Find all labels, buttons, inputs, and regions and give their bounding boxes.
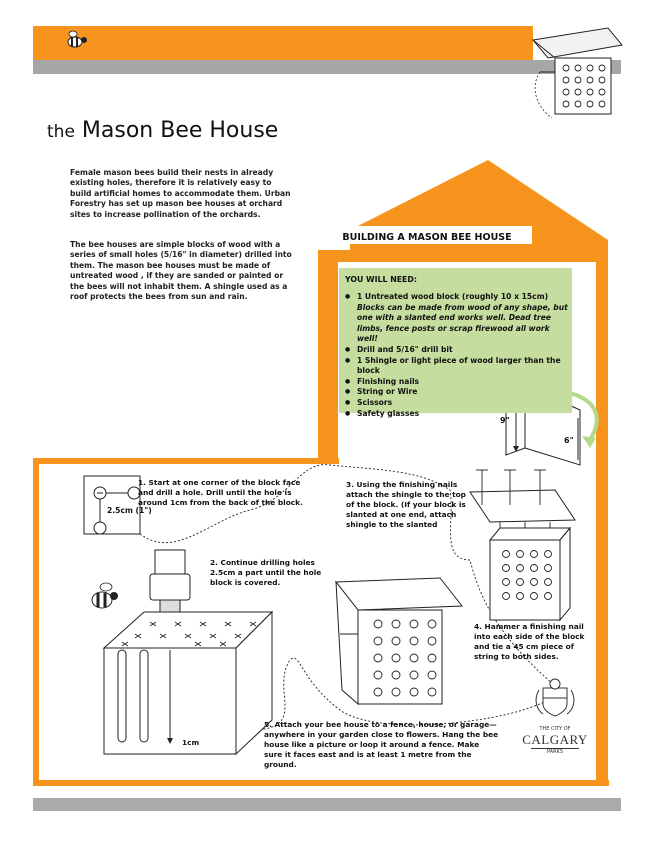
- calgary-logo-text: [515, 726, 595, 755]
- step-3-text: 3. Using the finishing nails attach the shingle to the top of the block. (If your block is slanted at one end, attach shingle to the slanted: [346, 480, 466, 529]
- materials-list: [345, 292, 573, 419]
- list-item: ● 1 Shingle or light piece of wood larger than the block: [345, 356, 573, 377]
- intro-paragraph-2: The bee houses are simple blocks of wood with a series of small holes (5/16" in diameter) drilled into them. The mason bee houses must be made of untreated wood , if they are sanded or painted or the bees will not inhabit them. A shingle used as a roof protects the bees from sun and rain.: [70, 240, 292, 302]
- drilled-block-illustration: [104, 612, 272, 754]
- list-item: ● 1 Untreated wood block (roughly 10 x 15cm) Blocks can be made from wood of any shape, but one with a slanted end works well. Dead tree limbs, fence posts or scrap firewood all work well!: [345, 292, 573, 345]
- step-4-text: 4. Hammer a finishing nail into each side of the block and tie a 45 cm piece of string to both sides.: [474, 622, 585, 661]
- logo-line-2: CALGARY: [522, 732, 588, 747]
- materials-heading: YOU WILL NEED:: [345, 275, 417, 284]
- step-2-text: 2. Continue drilling holes 2.5cm a part until the hole block is covered.: [210, 558, 322, 587]
- list-item: ● String or Wire: [345, 387, 573, 398]
- block-height-label: 9": [500, 416, 510, 425]
- logo-line-1: THE CITY OF: [539, 726, 571, 732]
- block-depth-label: 6": [564, 436, 574, 445]
- footer-grey-bar: [33, 798, 621, 811]
- list-item: ● Drill and 5/16" drill bit: [345, 345, 573, 356]
- list-item: ● Finishing nails: [345, 377, 573, 388]
- header-orange-bar: [33, 26, 533, 60]
- logo-line-3: PARKS: [531, 748, 579, 755]
- materials-note: Blocks can be made from wood of any shape, but one with a slanted end works well. Dead tree limbs, fence posts or scrap firewood all work well!: [357, 302, 568, 344]
- drill-layout-diagram: [84, 476, 140, 534]
- intro-paragraph-1: Female mason bees build their nests in already existing holes, therefore it is relatively easy to build artificial homes to accommodate them. Urban Forestry has set up mason bee houses at orchard sites to increase pollination of the orchards.: [70, 168, 291, 219]
- step-1-text: 1. Start at one corner of the block face and drill a hole. Drill until the hole is around 1cm from the back of the block.: [138, 478, 303, 507]
- title-main: Mason Bee House: [81, 118, 279, 143]
- list-item: ● Scissors: [345, 398, 573, 409]
- list-item: ● Safety glasses: [345, 409, 573, 420]
- building-heading: BUILDING A MASON BEE HOUSE: [342, 232, 512, 243]
- page-title: [47, 118, 278, 143]
- hole-spacing-label: 2.5cm (1"): [107, 506, 152, 515]
- step-5-text: 5. Attach your bee house to a fence, house, or garage—anywhere in your garden close to flowers. Hang the bee house like a picture or loop it around a fence. Make sure it faces east and is at least 1 metre from the ground.: [264, 720, 499, 769]
- header-grey-bar: [33, 60, 621, 74]
- title-prefix: the: [47, 122, 75, 142]
- hole-depth-label: 1cm: [182, 738, 200, 747]
